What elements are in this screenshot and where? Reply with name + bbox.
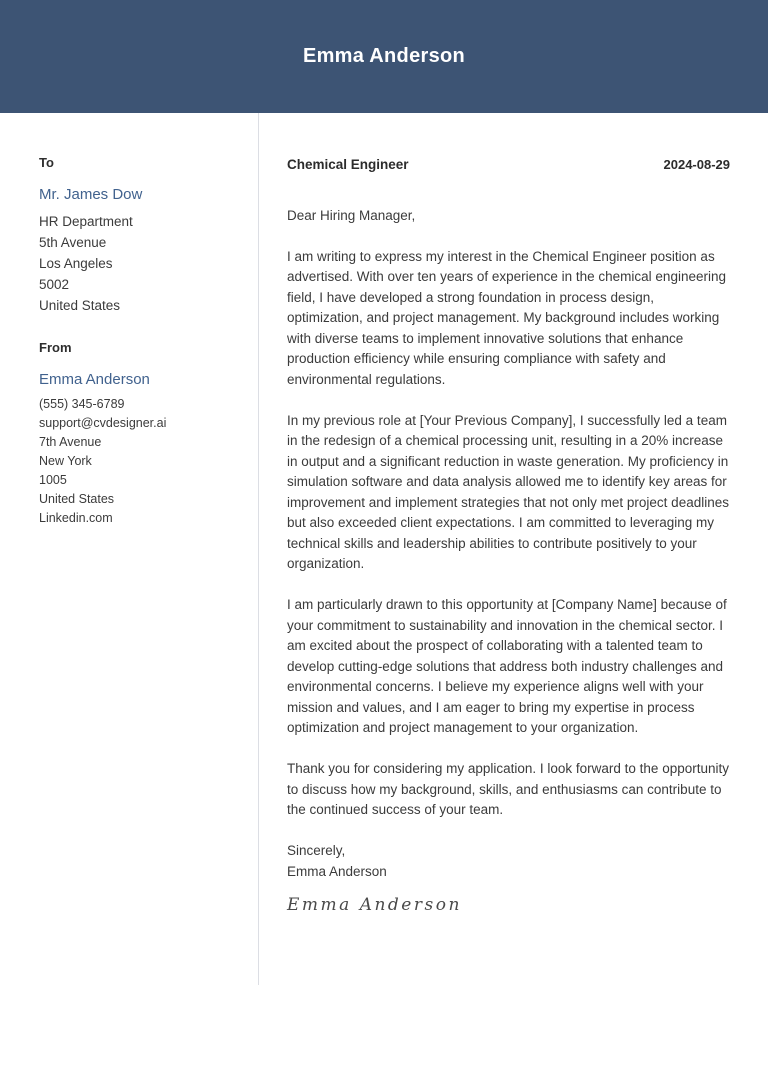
recipient-address-line: 5th Avenue bbox=[39, 235, 107, 250]
recipient-section bbox=[39, 155, 244, 316]
recipient-address-line: 5002 bbox=[39, 277, 70, 292]
recipient-address-line: United States bbox=[39, 298, 121, 313]
closing-word: Sincerely, bbox=[287, 843, 346, 858]
letter-head-row bbox=[287, 155, 730, 176]
letter-paragraph: In my previous role at [Your Previous Company], I successfully led a team in the redesign of a chemical processing unit, resulting in a 20% increase in output and a significant reduction in waste generation. My proficiency in simulation software and data analysis allowed me to identify key areas for improvement and implement strategies that not only met project deadlines but also exceeded client expectations. I am committed to leveraging my technical skills and leadership abilities to contribute positively to your organization. bbox=[287, 412, 729, 571]
letter-body bbox=[287, 113, 730, 916]
letter-header bbox=[0, 0, 768, 113]
to-heading: To bbox=[39, 155, 54, 170]
sender-phone: (555) 345-6789 bbox=[39, 397, 125, 411]
closing-name: Emma Anderson bbox=[287, 863, 387, 879]
sender-linkedin: Linkedin.com bbox=[39, 511, 113, 525]
sender-details bbox=[39, 395, 244, 528]
recipient-address-line: Los Angeles bbox=[39, 256, 113, 271]
letter-paragraph: I am particularly drawn to this opportunity at [Company Name] because of your commitment to sustainability and innovation in the chemical sector. I am excited about the prospect of collaborating with a talented team to develop cutting-edge solutions that address both industry challenges and environmental concerns. I believe my experience aligns well with your mission and values, and I am eager to bring my expertise in process optimization and project management to your organization. bbox=[287, 597, 727, 735]
recipient-address bbox=[39, 211, 244, 316]
letter-paragraph: Thank you for considering my application. I look forward to the opportunity to discuss how my background, skills, and enthusiasms can contribute to the continued success of your team. bbox=[287, 761, 729, 817]
sender-address-line: 1005 bbox=[39, 473, 67, 487]
page-title: Emma Anderson bbox=[302, 45, 466, 67]
job-title: Chemical Engineer bbox=[287, 157, 409, 172]
recipient-address-line: HR Department bbox=[39, 214, 133, 229]
sender-address-line: United States bbox=[39, 492, 115, 506]
sender-section bbox=[39, 340, 244, 528]
recipient-name: Mr. James Dow bbox=[39, 186, 143, 203]
closing-block bbox=[287, 841, 730, 882]
handwritten-signature: Emma Anderson bbox=[287, 895, 462, 915]
sender-address-line: New York bbox=[39, 454, 92, 468]
sender-address-line: 7th Avenue bbox=[39, 435, 102, 449]
sidebar bbox=[39, 113, 244, 528]
salutation: Dear Hiring Manager, bbox=[287, 207, 416, 223]
vertical-divider bbox=[258, 113, 259, 985]
sender-email: support@cvdesigner.ai bbox=[39, 416, 167, 430]
sender-name: Emma Anderson bbox=[39, 371, 150, 388]
letter-date: 2024-08-29 bbox=[663, 157, 730, 172]
from-heading: From bbox=[39, 340, 72, 355]
letter-paragraph: I am writing to express my interest in the Chemical Engineer position as advertised. With over ten years of experience in the chemical engineering field, I have developed a strong foundation in process design, optimization, and project management. My background includes working with diverse teams to implement innovative solutions that enhance production efficiency while ensuring compliance with safety and environmental regulations. bbox=[287, 248, 726, 387]
